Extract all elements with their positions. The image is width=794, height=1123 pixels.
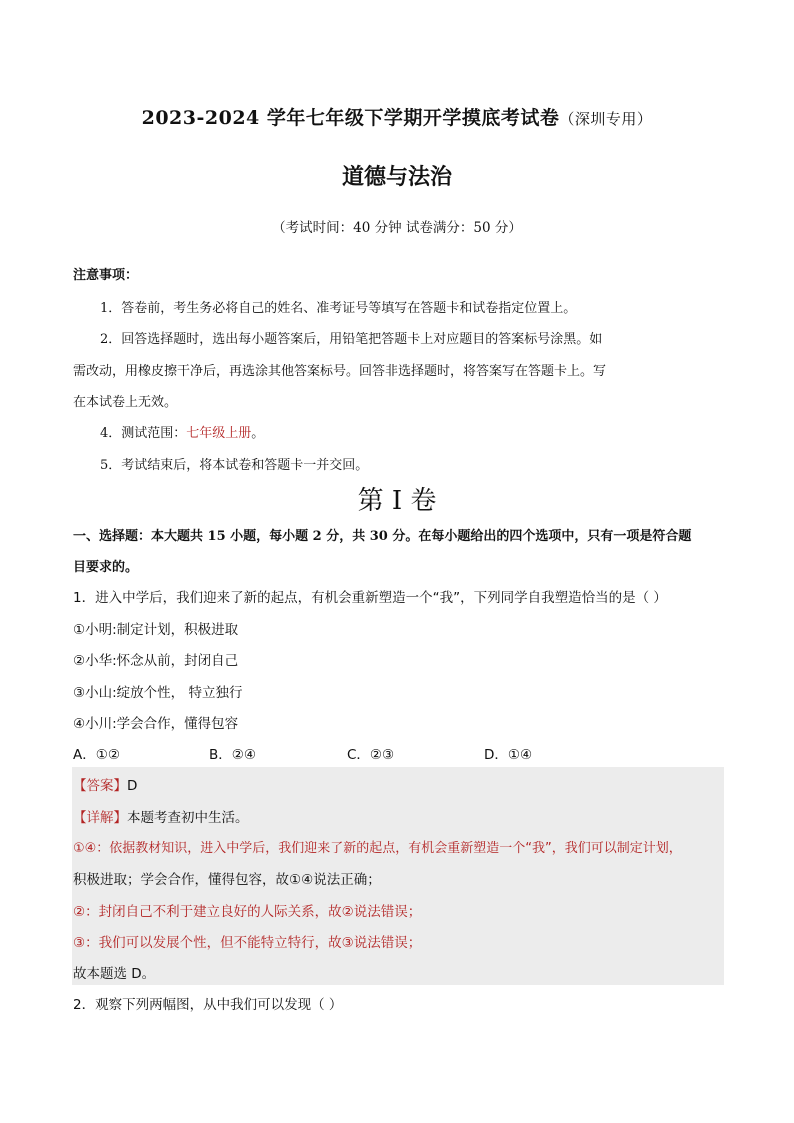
question-1-statement-2: ②小华:怀念从前，封闭自己 bbox=[73, 653, 239, 669]
title-main: 2023-2024 学年七年级下学期开学摸底考试卷 bbox=[141, 107, 560, 129]
question-1-statement-3: ③小山:绽放个性， 特立独行 bbox=[73, 685, 243, 701]
question-2-stem: 2．观察下列两幅图，从中我们可以发现（ ） bbox=[73, 997, 343, 1013]
detail-line bbox=[73, 806, 249, 826]
subject-title: 道德与法治 bbox=[341, 164, 452, 190]
exam-info: （考试时间：40 分钟 试卷满分：50 分） bbox=[272, 220, 522, 236]
answer-tag: 【答案】 bbox=[73, 778, 127, 794]
question-1-option-a: A．①② bbox=[73, 747, 120, 763]
title-note: （深圳专用） bbox=[559, 110, 653, 128]
notice-item-2-line-1: 2．回答选择题时，选出每小题答案后，用铅笔把答题卡上对应题目的答案标号涂黑。如 bbox=[100, 332, 603, 347]
question-1-statement-4: ④小川:学会合作，懂得包容 bbox=[73, 716, 239, 732]
section-heading-line-1: 一、选择题：本大题共 15 小题，每小题 2 分，共 30 分。在每小题给出的四个选项中，只有一项是符合题 bbox=[73, 529, 692, 544]
explanation-3: ③：我们可以发展个性，但不能特立特行，故③说法错误； bbox=[73, 935, 422, 951]
detail-text: 本题考查初中生活。 bbox=[127, 810, 249, 826]
notice-item-1: 1．答卷前，考生务必将自己的姓名、准考证号等填写在答题卡和试卷指定位置上。 bbox=[100, 301, 577, 316]
volume-heading: 第 I 卷 bbox=[357, 486, 437, 516]
notice-item-2-line-2: 需改动，用橡皮擦干净后，再选涂其他答案标号。回答非选择题时，将答案写在答题卡上。写 bbox=[73, 364, 607, 379]
notice-item-2-line-3: 在本试卷上无效。 bbox=[73, 395, 178, 410]
question-1-option-d: D．①④ bbox=[484, 747, 533, 763]
detail-tag: 【详解】 bbox=[73, 810, 127, 826]
notice-item-4 bbox=[100, 422, 264, 441]
notice-item-4-suffix: 。 bbox=[251, 426, 265, 441]
notice-item-5: 5．考试结束后，将本试卷和答题卡一并交回。 bbox=[100, 458, 369, 473]
notice-heading: 注意事项： bbox=[73, 268, 139, 283]
question-1-stem: 1．进入中学后，我们迎来了新的起点，有机会重新塑造一个“我”，下列同学自我塑造恰当的是（ ） bbox=[73, 590, 667, 606]
conclusion: 故本题选 D。 bbox=[73, 966, 156, 982]
question-1-option-c: C．②③ bbox=[347, 747, 395, 763]
explanation-2: ②：封闭自己不利于建立良好的人际关系，故②说法错误； bbox=[73, 904, 422, 920]
test-scope: 七年级上册 bbox=[186, 426, 252, 441]
notice-item-4-prefix: 4．测试范围： bbox=[100, 426, 187, 441]
answer-value: D bbox=[127, 778, 138, 794]
explanation-1-line-1: ①④：依据教材知识，进入中学后，我们迎来了新的起点，有机会重新塑造一个“我”，我们可以制定计划， bbox=[73, 841, 682, 856]
section-heading-line-2: 目要求的。 bbox=[73, 560, 139, 575]
answer-line bbox=[73, 774, 137, 794]
question-1-option-b: B．②④ bbox=[209, 747, 256, 763]
page-title bbox=[0, 103, 794, 130]
explanation-1-line-2: 积极进取；学会合作，懂得包容，故①④说法正确； bbox=[73, 872, 381, 888]
question-1-statement-1: ①小明:制定计划，积极进取 bbox=[73, 622, 239, 638]
